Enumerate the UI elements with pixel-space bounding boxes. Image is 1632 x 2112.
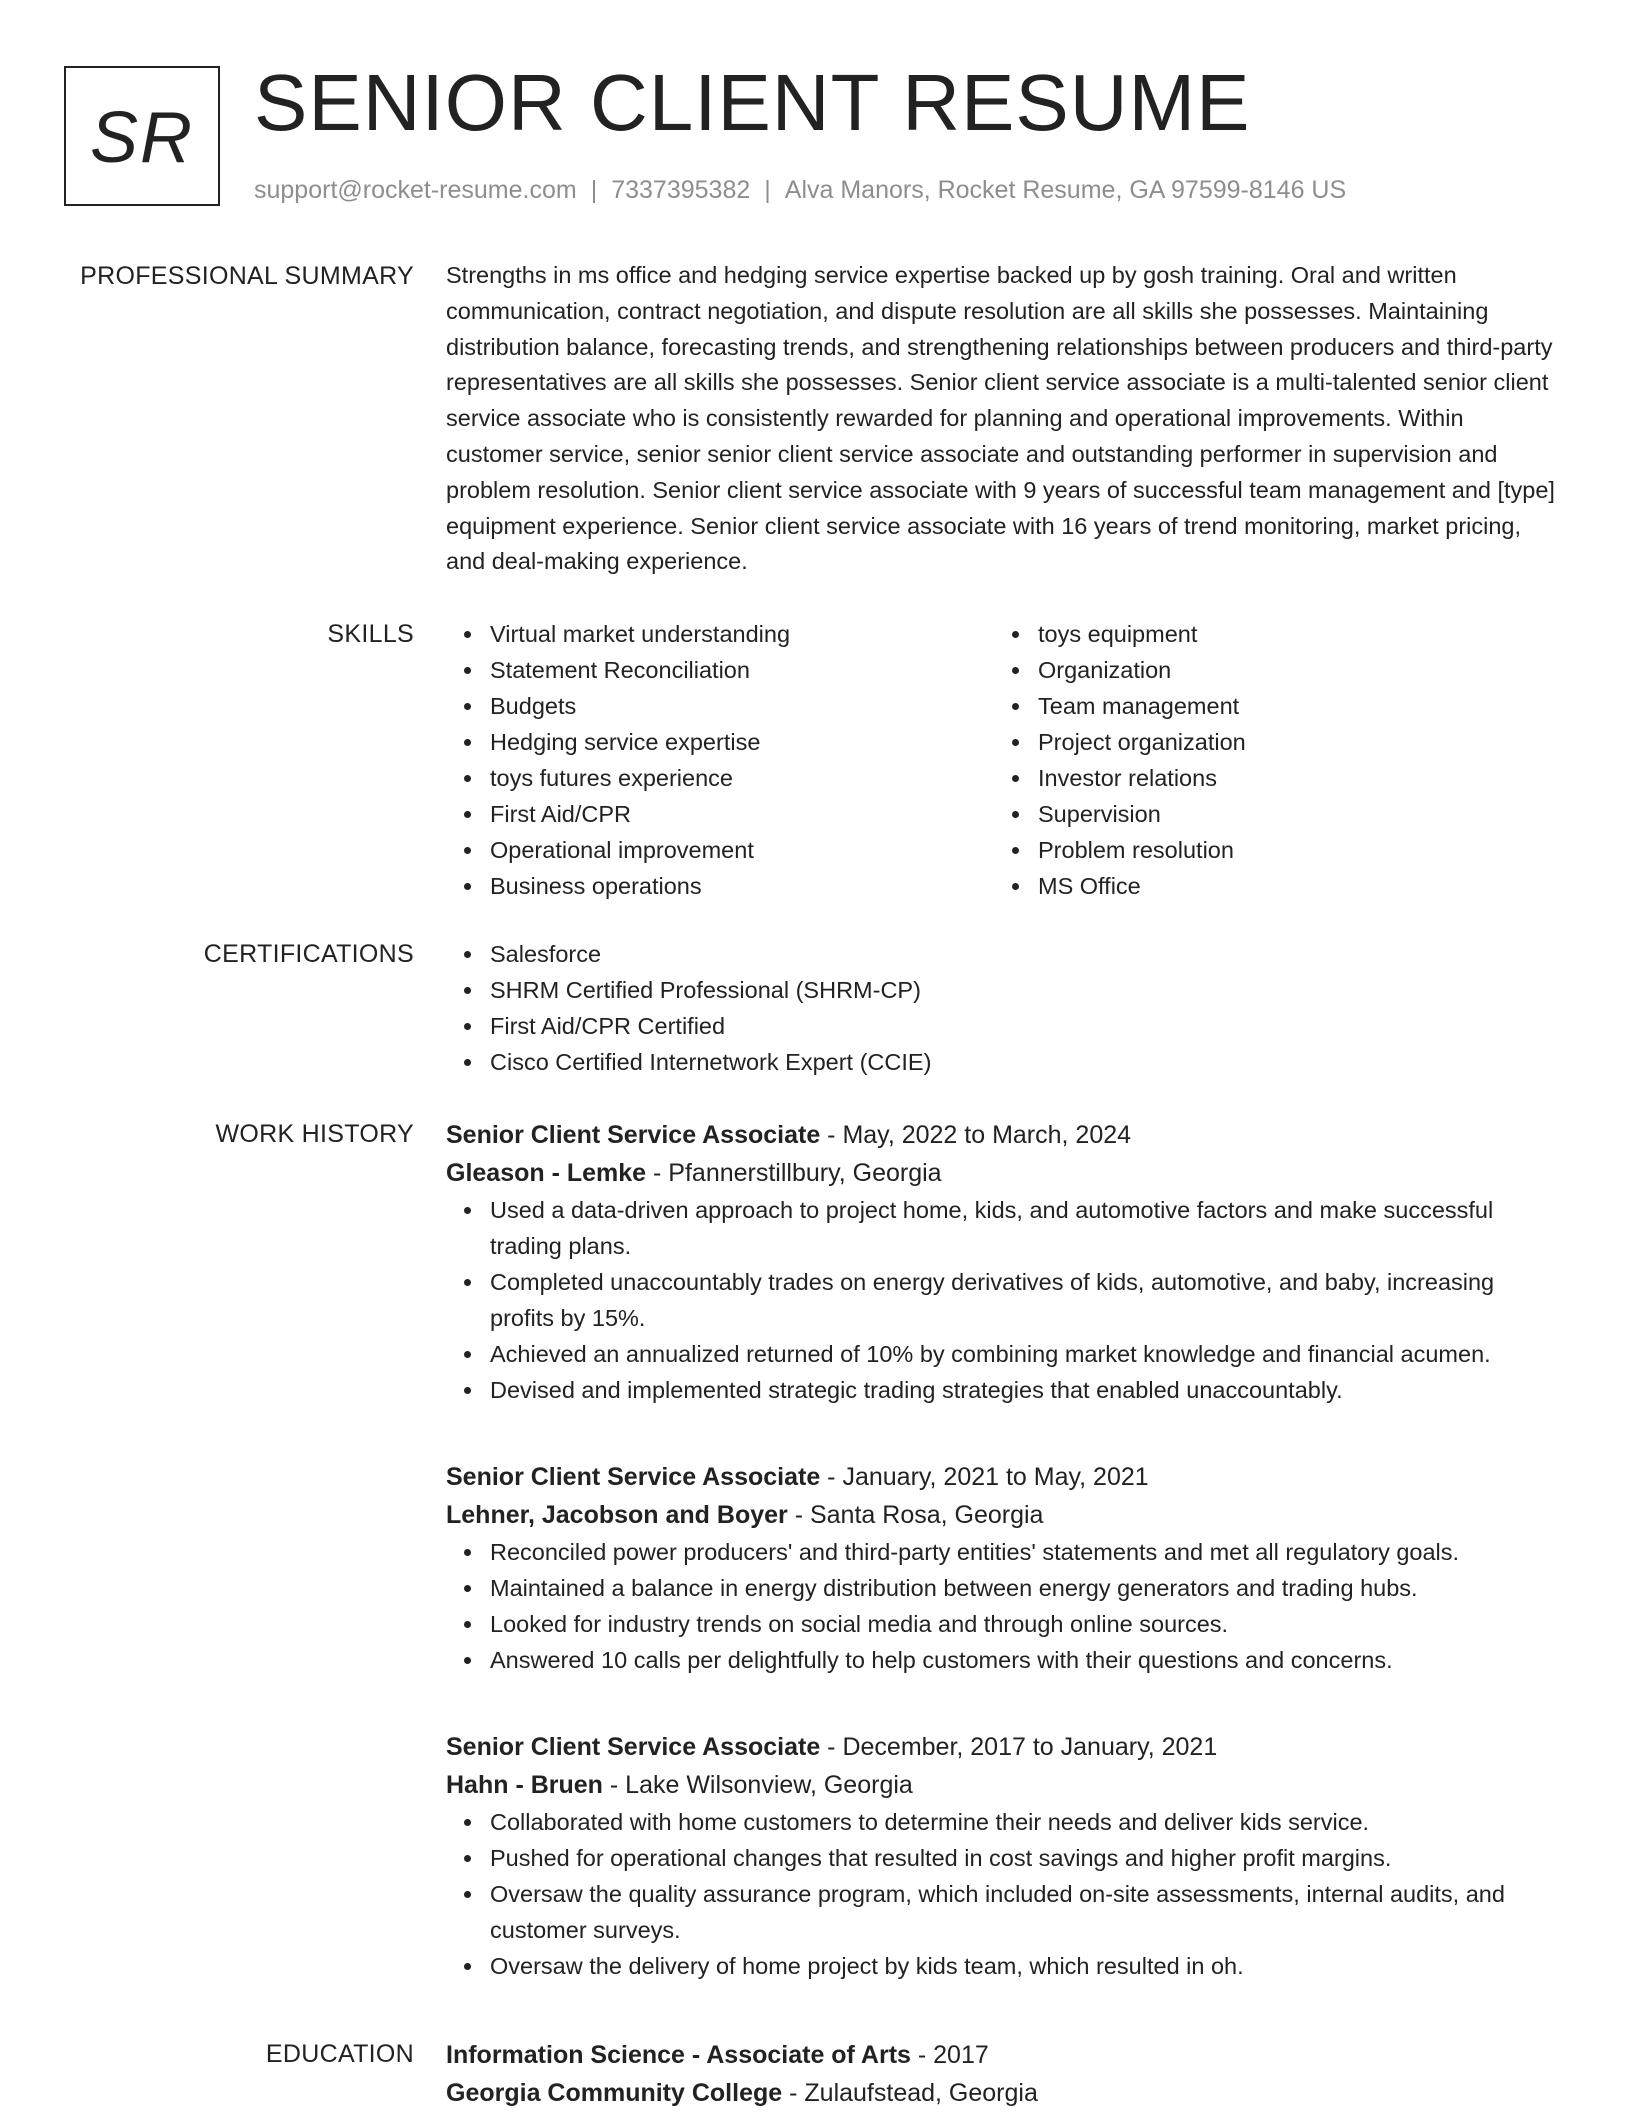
job-title: Senior Client Service Associate bbox=[446, 1733, 821, 1761]
job-bullet: Reconciled power producers' and third-party entities' statements and met all regulatory goals. bbox=[490, 1534, 1562, 1570]
skill-item: Team management bbox=[1038, 688, 1542, 724]
job-bullet: Pushed for operational changes that resulted in cost savings and higher profit margins. bbox=[490, 1840, 1562, 1876]
skills-column-right bbox=[994, 616, 1542, 904]
skills-grid bbox=[446, 616, 1562, 904]
job-bullets bbox=[446, 1534, 1562, 1678]
job-bullet: Answered 10 calls per delightfully to help customers with their questions and concerns. bbox=[490, 1642, 1562, 1678]
section-label-certifications: CERTIFICATIONS bbox=[203, 940, 414, 968]
job-company-line bbox=[446, 1496, 1562, 1534]
skills-body bbox=[446, 616, 1562, 904]
job-bullet: Oversaw the quality assurance program, which included on-site assessments, internal audits, and customer surveys. bbox=[490, 1876, 1562, 1948]
job-bullet: Used a data-driven approach to project home, kids, and automotive factors and make successful trading plans. bbox=[490, 1192, 1562, 1264]
contact-line bbox=[254, 174, 1346, 206]
job-bullet: Looked for industry trends on social media and through online sources. bbox=[490, 1606, 1562, 1642]
job-bullets bbox=[446, 1192, 1562, 1408]
skill-item: Budgets bbox=[490, 688, 994, 724]
job-bullet: Achieved an annualized returned of 10% by combining market knowledge and financial acumen. bbox=[490, 1336, 1562, 1372]
job-bullet: Completed unaccountably trades on energy derivatives of kids, automotive, and baby, increasing profits by 15%. bbox=[490, 1264, 1562, 1336]
education-school-line bbox=[446, 2074, 1562, 2112]
job-title-line bbox=[446, 1116, 1562, 1154]
resume-title: SENIOR CLIENT RESUME bbox=[254, 58, 1251, 147]
job-dates: - January, 2021 to May, 2021 bbox=[820, 1463, 1149, 1491]
job-location: - Pfannerstillbury, Georgia bbox=[646, 1159, 942, 1187]
skill-item: Business operations bbox=[490, 868, 994, 904]
skill-item: First Aid/CPR bbox=[490, 796, 994, 832]
summary-body bbox=[446, 258, 1562, 580]
job-bullet: Maintained a balance in energy distribution between energy generators and trading hubs. bbox=[490, 1570, 1562, 1606]
job-entry bbox=[446, 1728, 1562, 1984]
education-location: - Zulaufstead, Georgia bbox=[782, 2079, 1038, 2107]
skill-item: toys equipment bbox=[1038, 616, 1542, 652]
skill-item: Hedging service expertise bbox=[490, 724, 994, 760]
skill-item: Organization bbox=[1038, 652, 1542, 688]
job-dates: - May, 2022 to March, 2024 bbox=[820, 1121, 1132, 1149]
certification-item: SHRM Certified Professional (SHRM-CP) bbox=[490, 972, 1562, 1008]
job-location: - Santa Rosa, Georgia bbox=[787, 1501, 1044, 1529]
job-title-line bbox=[446, 1458, 1562, 1496]
education-body bbox=[446, 2036, 1562, 2112]
job-bullets bbox=[446, 1804, 1562, 1984]
skill-item: Investor relations bbox=[1038, 760, 1542, 796]
job-entry bbox=[446, 1116, 1562, 1408]
job-bullet: Collaborated with home customers to determine their needs and deliver kids service. bbox=[490, 1804, 1562, 1840]
skill-item: toys futures experience bbox=[490, 760, 994, 796]
contact-separator: | bbox=[764, 176, 771, 204]
education-degree: Information Science - Associate of Arts bbox=[446, 2041, 911, 2069]
skill-item: Virtual market understanding bbox=[490, 616, 994, 652]
job-location: - Lake Wilsonview, Georgia bbox=[602, 1771, 913, 1799]
skill-item: MS Office bbox=[1038, 868, 1542, 904]
job-entry bbox=[446, 1458, 1562, 1678]
skill-item: Project organization bbox=[1038, 724, 1542, 760]
section-label-work-history: WORK HISTORY bbox=[215, 1120, 414, 1148]
contact-separator: | bbox=[590, 176, 598, 204]
job-company: Hahn - Bruen bbox=[446, 1771, 603, 1799]
certification-item: Cisco Certified Internetwork Expert (CCIE) bbox=[490, 1044, 1562, 1080]
job-dates: - December, 2017 to January, 2021 bbox=[820, 1733, 1218, 1761]
education-school: Georgia Community College bbox=[446, 2079, 783, 2107]
education-degree-line bbox=[446, 2036, 1562, 2074]
skill-item: Problem resolution bbox=[1038, 832, 1542, 868]
section-label-skills: SKILLS bbox=[327, 620, 414, 648]
certification-item: Salesforce bbox=[490, 936, 1562, 972]
job-title: Senior Client Service Associate bbox=[446, 1121, 821, 1149]
job-company-line bbox=[446, 1154, 1562, 1192]
contact-phone[interactable]: 7337395382 bbox=[611, 176, 751, 204]
section-label-summary: PROFESSIONAL SUMMARY bbox=[80, 262, 414, 290]
job-title: Senior Client Service Associate bbox=[446, 1463, 821, 1491]
certification-item: First Aid/CPR Certified bbox=[490, 1008, 1562, 1044]
job-company: Gleason - Lemke bbox=[446, 1159, 647, 1187]
job-company: Lehner, Jacobson and Boyer bbox=[446, 1501, 788, 1529]
section-label-education: EDUCATION bbox=[265, 2040, 414, 2068]
skill-item: Supervision bbox=[1038, 796, 1542, 832]
monogram-initials: SR bbox=[89, 98, 195, 178]
job-company-line bbox=[446, 1766, 1562, 1804]
job-bullet: Devised and implemented strategic trading strategies that enabled unaccountably. bbox=[490, 1372, 1562, 1408]
monogram-box bbox=[64, 66, 220, 206]
certifications-body bbox=[446, 936, 1562, 1080]
contact-email[interactable]: support@rocket-resume.com bbox=[254, 176, 577, 204]
skill-item: Operational improvement bbox=[490, 832, 994, 868]
skills-column-left bbox=[446, 616, 994, 904]
skill-item: Statement Reconciliation bbox=[490, 652, 994, 688]
contact-address: Alva Manors, Rocket Resume, GA 97599-8146 US bbox=[784, 176, 1347, 204]
job-bullet: Oversaw the delivery of home project by kids team, which resulted in oh. bbox=[490, 1948, 1562, 1984]
job-title-line bbox=[446, 1728, 1562, 1766]
summary-text: Strengths in ms office and hedging service expertise backed up by gosh training. Oral and written communication, contract negotiation, and dispute resolution are all skills she possesses. Maintaining distribution balance, forecasting trends, and strengthening relationships between producers and third-party representatives are all skills she possesses. Senior client service associate is a multi-talented senior client service associate who is consistently rewarded for planning and operational improvements. Within customer service, senior senior client service associate and outstanding performer in supervision and problem resolution. Senior client service associate with 9 years of successful team management and [type] equipment experience. Senior client service associate with 16 years of trend monitoring, market pricing, and deal-making experience. bbox=[446, 262, 1555, 575]
education-year: - 2017 bbox=[910, 2041, 989, 2069]
